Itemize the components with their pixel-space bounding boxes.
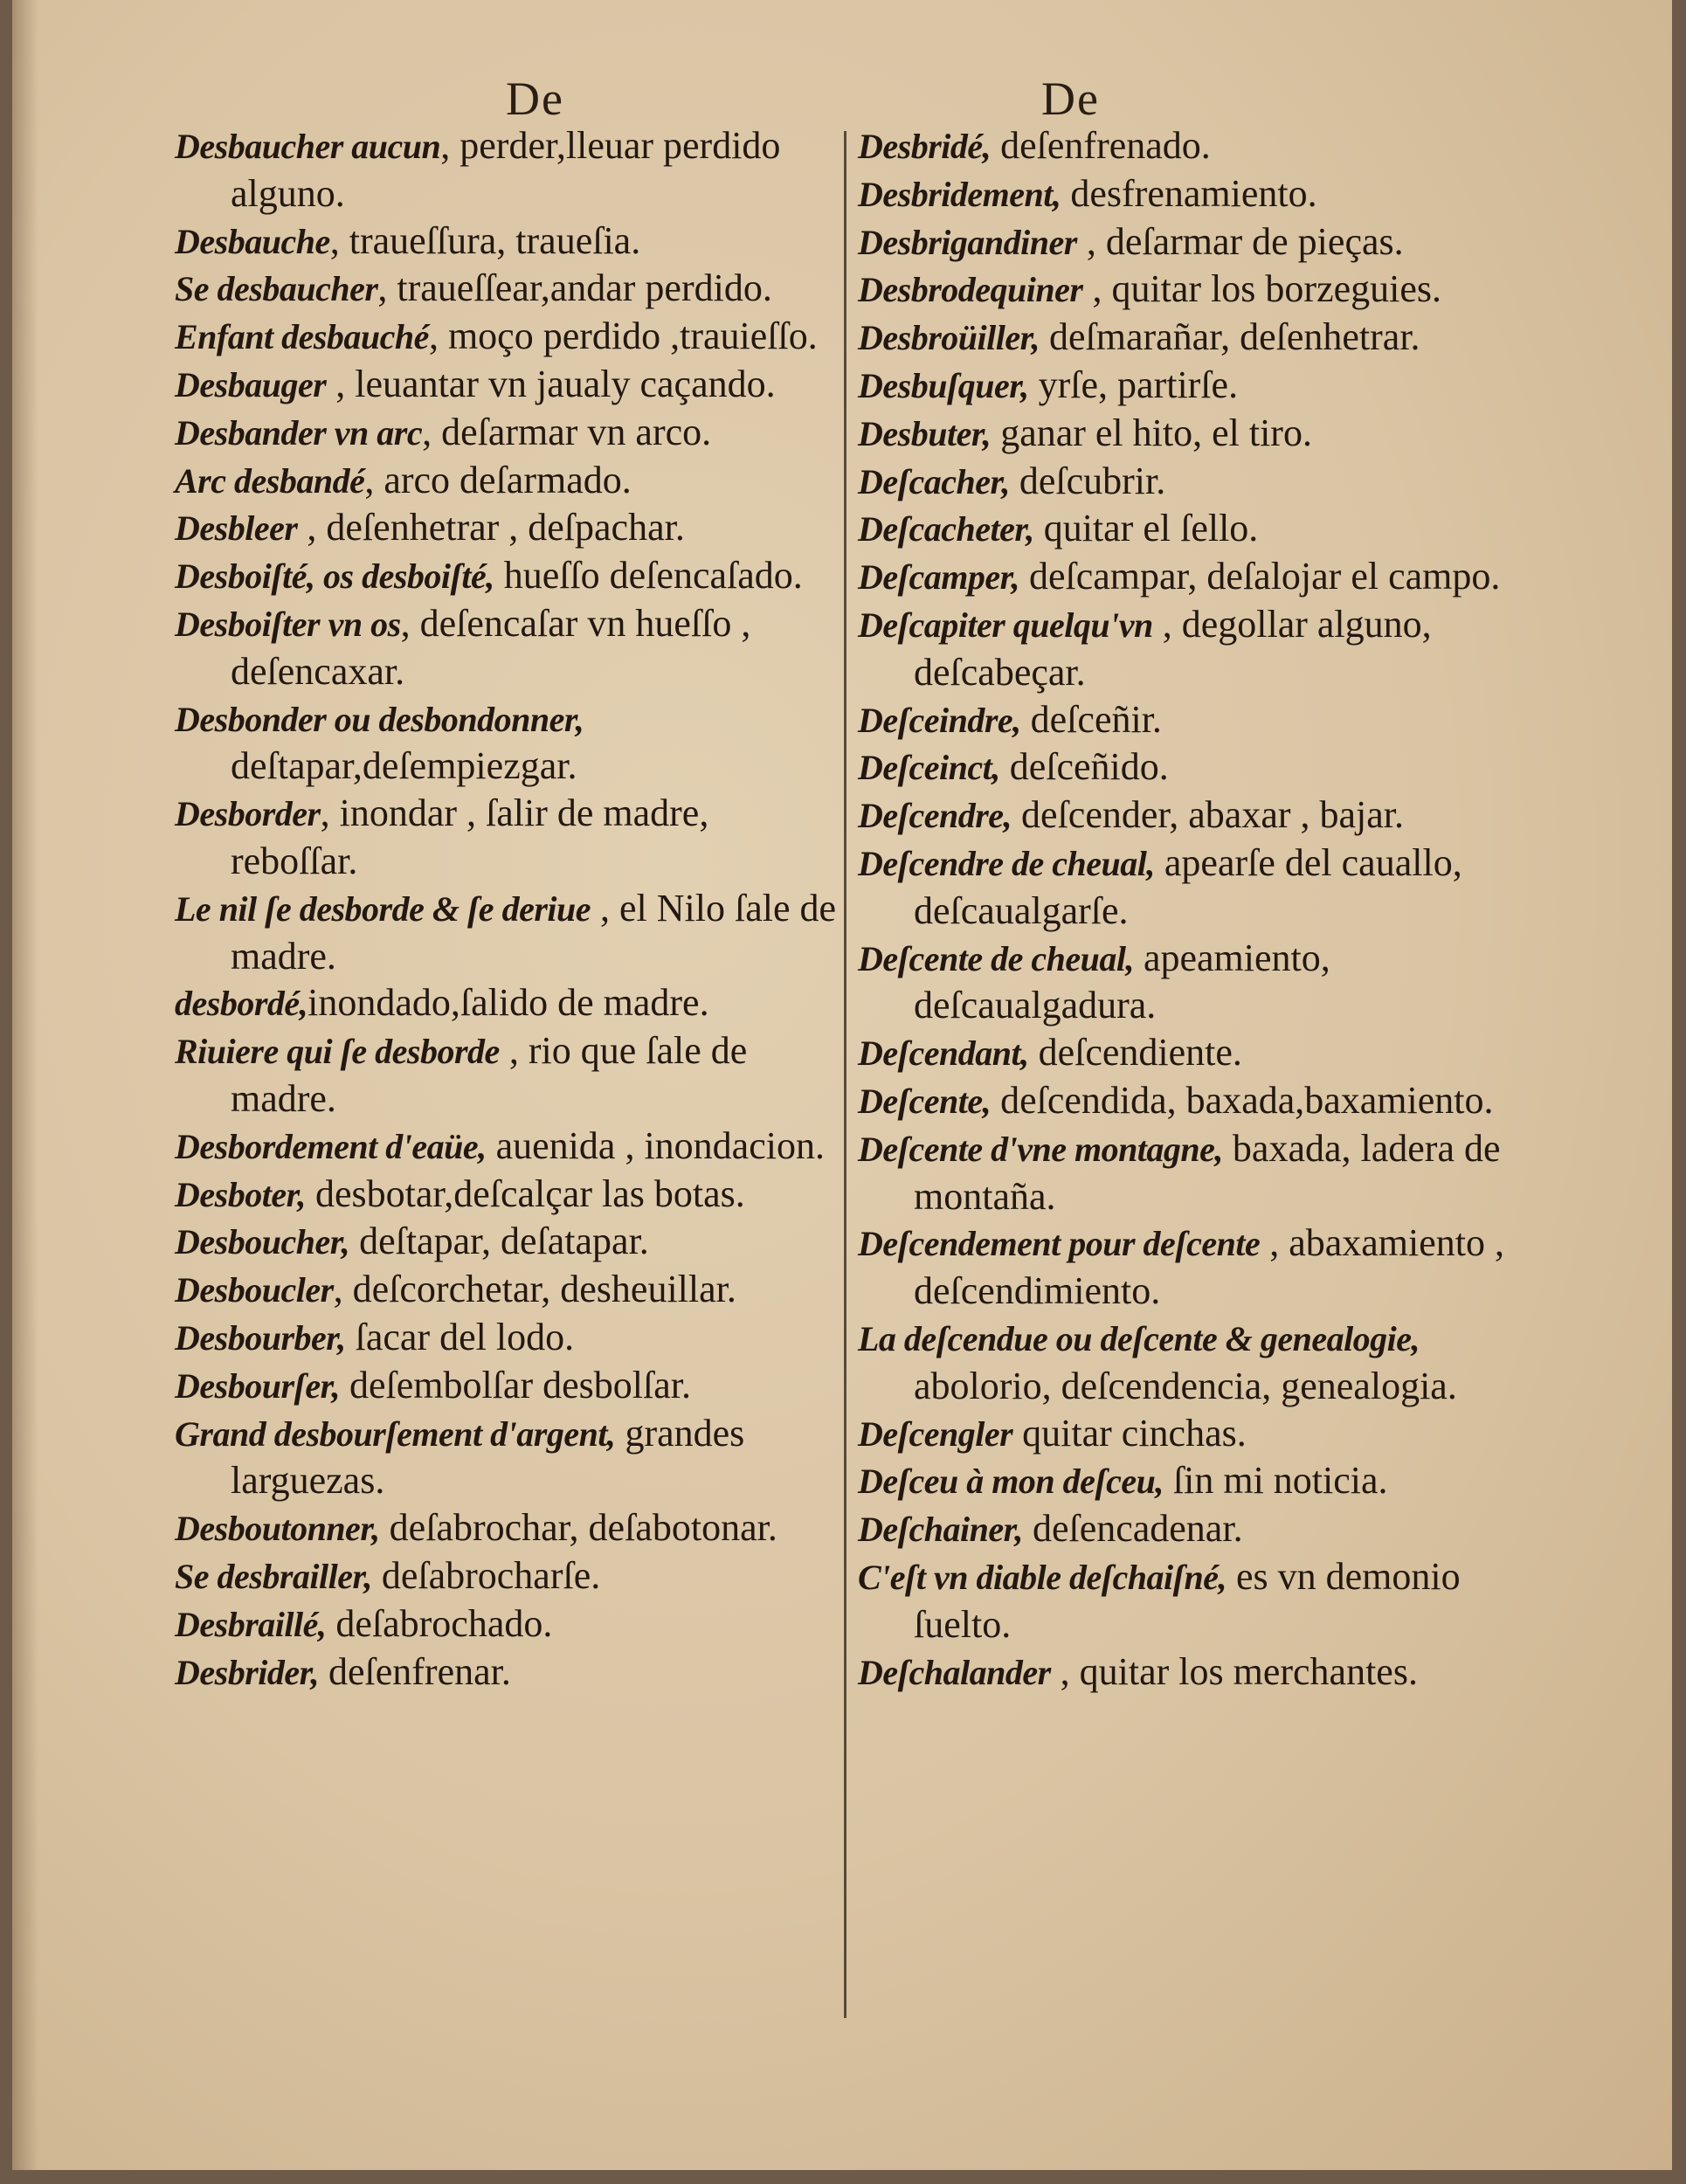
dictionary-entry (175, 552, 839, 600)
entry-headword: desbordé, (175, 984, 308, 1024)
dictionary-entry (175, 600, 839, 695)
entry-headword: Deſcente de cheual, (858, 938, 1134, 978)
dictionary-entry (858, 1315, 1524, 1410)
entry-headword: C'eſt vn diable deſchaiſné, (858, 1557, 1226, 1597)
dictionary-entry (858, 696, 1524, 744)
entry-definition: deſceñido. (999, 745, 1169, 789)
dictionary-entry (858, 1553, 1524, 1648)
dictionary-entry (175, 1218, 839, 1266)
entry-headword: Desboutonner, (175, 1509, 380, 1549)
entry-headword: Desboiſté, os desboiſté, (175, 556, 494, 597)
entry-definition: , el Nilo ſale de madre. (231, 886, 837, 978)
entry-headword: Se desbaucher (175, 269, 378, 309)
entry-headword: Desbrigandiner (858, 222, 1077, 262)
entry-definition: apearſe del cauallo, deſcaualgarſe. (914, 840, 1462, 932)
entry-headword: Desbrider, (175, 1652, 319, 1692)
dictionary-entry (175, 695, 839, 791)
dictionary-entry (858, 218, 1524, 266)
entry-definition: desfrenamiento. (1061, 171, 1317, 215)
entry-definition: apeamiento, deſcaualgadura. (914, 936, 1330, 1027)
dictionary-entry (858, 1029, 1524, 1077)
entry-headword: Desbourber, (175, 1317, 346, 1358)
dictionary-entry (175, 265, 839, 313)
entry-headword: Desbridement, (858, 174, 1061, 214)
dictionary-entry (858, 314, 1524, 362)
dictionary-entry (858, 1505, 1524, 1553)
entry-headword: Desbauger (175, 364, 327, 404)
entry-definition: , abaxamiento , deſcendimiento. (914, 1221, 1504, 1313)
dictionary-entry (175, 1504, 839, 1552)
dictionary-entry (175, 1027, 839, 1123)
entry-definition: deſtapar, deſatapar. (349, 1220, 649, 1263)
entry-headword: Deſcapiter quelqu'vn (858, 605, 1153, 645)
dictionary-entry (858, 1457, 1524, 1505)
dictionary-entry (175, 361, 839, 409)
entry-definition: hueſſo deſencaſado. (494, 554, 803, 598)
dictionary-entry (175, 313, 839, 361)
entry-headword: Desborder (175, 794, 321, 834)
entry-headword: Enfant desbauché (175, 317, 429, 357)
entry-definition: deſabrocharſe. (371, 1553, 601, 1597)
entry-headword: Desbraillé, (175, 1604, 327, 1644)
dictionary-entry (175, 1171, 839, 1219)
entry-headword: Desboucher, (175, 1222, 350, 1262)
dictionary-entry (175, 409, 839, 457)
entry-headword: Deſcendement pour deſcente (858, 1224, 1261, 1264)
dictionary-entry (858, 840, 1524, 935)
entry-definition: , rio que ſale de madre. (231, 1029, 748, 1120)
entry-definition: , deſarmar vn arco. (422, 410, 712, 453)
dictionary-entry (858, 122, 1524, 170)
dictionary-entry (858, 553, 1524, 601)
entry-headword: Desbrodequiner (858, 270, 1083, 310)
dictionary-entry (858, 1220, 1524, 1315)
entry-headword: Deſcacheter, (858, 509, 1034, 549)
dictionary-entry (175, 457, 839, 505)
dictionary-entry (858, 601, 1524, 696)
entry-definition: deſcendida, baxada,baxamiento. (991, 1078, 1494, 1122)
dictionary-entry (175, 1600, 839, 1648)
spine-shadow (12, 0, 38, 2170)
entry-headword: Le nil ſe desborde & ſe deriue (175, 888, 591, 929)
entry-headword: Deſcendant, (858, 1033, 1029, 1074)
entry-headword: Desbonder ou desbondonner, (175, 699, 584, 739)
entry-headword: Deſceinct, (858, 748, 1000, 788)
entry-definition: quitar el ſello. (1033, 507, 1259, 550)
dictionary-entry (858, 1125, 1524, 1220)
entry-headword: La deſcendue ou deſcente & genealogie, (858, 1318, 1420, 1358)
dictionary-entry (175, 218, 839, 266)
dictionary-entry (858, 266, 1524, 314)
dictionary-entry (858, 791, 1524, 840)
entry-definition: , traueſſear,andar perdido. (377, 266, 772, 310)
entry-headword: Desboucler (175, 1270, 334, 1310)
entry-definition: , perder,lleuar perdido alguno. (231, 124, 781, 215)
entry-definition: deſencadenar. (1022, 1507, 1243, 1551)
left-running-head: De (506, 73, 564, 125)
entry-headword: Desbauche (175, 221, 330, 261)
entry-headword: Grand desbourſement d'argent, (175, 1413, 616, 1454)
dictionary-entry (858, 1077, 1524, 1125)
entry-headword: Deſceu à mon deſceu, (858, 1462, 1164, 1502)
entry-definition: quitar cinchas. (1012, 1411, 1247, 1455)
entry-headword: Desbridé, (858, 127, 992, 166)
entry-definition: deſceñir. (1020, 697, 1162, 741)
entry-definition: deſabrochado. (326, 1601, 553, 1645)
entry-headword: Desbaucher aucun (175, 127, 441, 166)
entry-definition: grandes larguezas. (231, 1411, 745, 1503)
entry-definition: deſcampar, deſalojar el campo. (1019, 555, 1501, 598)
right-column (858, 122, 1524, 1696)
entry-definition: , deſencaſar vn hueſſo , deſencaxar. (231, 601, 751, 693)
entry-definition: deſenfrenado. (991, 124, 1211, 167)
entry-headword: Desbourſer, (175, 1365, 340, 1406)
dictionary-entry (175, 1314, 839, 1362)
dictionary-entry (175, 1552, 839, 1600)
dictionary-entry (175, 1362, 839, 1410)
dictionary-entry (858, 410, 1524, 458)
entry-definition: deſtapar,deſempiezgar. (231, 744, 577, 788)
entry-definition: desbotar,deſcalçar las botas. (305, 1171, 745, 1215)
entry-definition: auenida , inondacion. (486, 1123, 825, 1167)
entry-headword: Deſcengler (858, 1413, 1013, 1454)
column-divider (844, 131, 846, 2018)
dictionary-entry (858, 1648, 1524, 1697)
entry-headword: Arc desbandé (175, 460, 365, 501)
entry-definition: baxada, ladera de montaña. (914, 1126, 1501, 1218)
dictionary-entry (858, 743, 1524, 791)
entry-definition: ſin mi noticia. (1163, 1459, 1388, 1503)
entry-headword: Desbander vn arc (175, 412, 423, 453)
entry-headword: Deſcendre, (858, 796, 1012, 836)
entry-headword: Deſchainer, (858, 1510, 1023, 1550)
dictionary-entry (175, 1648, 839, 1697)
dictionary-entry (858, 170, 1524, 218)
book-page (12, 0, 1672, 2170)
entry-definition: deſcender, abaxar , bajar. (1012, 793, 1405, 837)
entry-headword: Desbuter, (858, 413, 992, 453)
entry-headword: Desbuſquer, (858, 365, 1029, 405)
dictionary-entry (175, 122, 839, 218)
entry-definition: deſmarañar, deſenhetrar. (1039, 315, 1420, 359)
entry-definition: , quitar los borzeguies. (1082, 267, 1442, 311)
entry-definition: , leuantar vn jaualy caçando. (326, 362, 776, 405)
entry-headword: Se desbrailler, (175, 1556, 372, 1596)
entry-definition: , arco deſarmado. (364, 458, 632, 501)
dictionary-entry (175, 1123, 839, 1171)
entry-definition: , inondar , ſalir de madre, reboſſar. (231, 791, 709, 882)
dictionary-entry (175, 790, 839, 885)
entry-headword: Deſcente d'vne montagne, (858, 1129, 1223, 1169)
right-running-head: De (1041, 73, 1100, 125)
entry-headword: Deſceindre, (858, 700, 1021, 740)
entry-definition: , deſenhetrar , deſpachar. (297, 506, 685, 549)
entry-headword: Desbordement d'eaüe, (175, 1126, 487, 1166)
entry-headword: Deſcendre de cheual, (858, 843, 1155, 883)
entry-definition: , degollar alguno, deſcabeçar. (914, 602, 1432, 694)
entry-headword: Desbleer (175, 508, 298, 549)
dictionary-entry (858, 362, 1524, 410)
entry-definition: deſembolſar desbolſar. (339, 1363, 691, 1406)
dictionary-entry (858, 1410, 1524, 1458)
entry-definition: , deſarmar de pieças. (1076, 219, 1404, 263)
entry-headword: Deſchalander (858, 1652, 1051, 1692)
entry-definition: deſabrochar, deſabotonar. (379, 1506, 777, 1550)
dictionary-entry (858, 458, 1524, 506)
entry-definition: yrſe, partirſe. (1028, 363, 1239, 406)
entry-definition: , moço perdido ,trauieſſo. (428, 314, 818, 358)
dictionary-entry (858, 505, 1524, 553)
entry-definition: , deſcorchetar, desheuillar. (333, 1268, 736, 1311)
entry-definition: , traueſſura, traueſia. (329, 218, 641, 262)
dictionary-entry (175, 885, 839, 980)
entry-headword: Desboiſter vn os (175, 604, 401, 644)
entry-headword: Deſcamper, (858, 557, 1019, 598)
entry-definition: deſcubrir. (1009, 459, 1166, 502)
entry-headword: Riuiere qui ſe desborde (175, 1032, 500, 1072)
dictionary-entry (175, 1410, 839, 1505)
entry-headword: Desbroüiller, (858, 318, 1040, 358)
dictionary-entry (175, 979, 839, 1027)
entry-definition: ganar el hito, el tiro. (991, 411, 1312, 454)
entry-definition: , quitar los merchantes. (1050, 1649, 1418, 1693)
dictionary-entry (175, 504, 839, 552)
dictionary-entry (175, 1266, 839, 1314)
entry-definition: ſacar del lodo. (345, 1315, 575, 1358)
entry-definition: deſenfrenar. (319, 1649, 511, 1693)
left-column (175, 122, 839, 1696)
entry-definition: abolorio, deſcendencia, genealogia. (914, 1364, 1457, 1407)
entry-headword: Desboter, (175, 1174, 306, 1214)
entry-definition: es vn demonio ſuelto. (914, 1554, 1461, 1646)
entry-definition: inondado,ſalido de madre. (307, 981, 709, 1025)
dictionary-entry (858, 935, 1524, 1030)
entry-definition: deſcendiente. (1028, 1031, 1242, 1075)
entry-headword: Deſcente, (858, 1081, 992, 1121)
entry-headword: Deſcacher, (858, 461, 1010, 501)
